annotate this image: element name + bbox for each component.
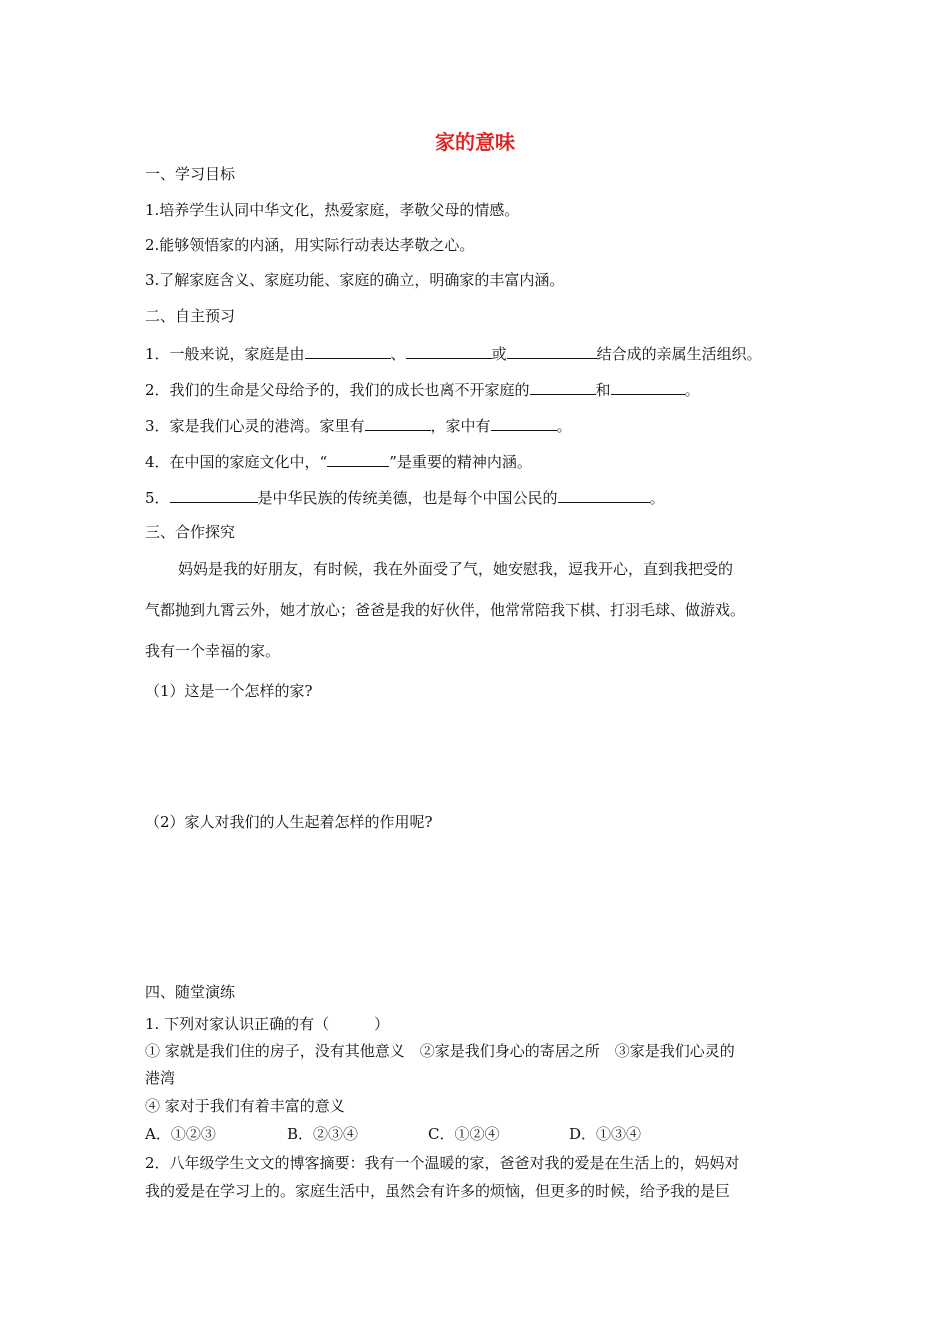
q3-text-b: ，家中有 [430, 417, 491, 435]
practice-question-2-line-1: 2．八年级学生文文的博客摘要：我有一个温暖的家，爸爸对我的爱是在生活上的，妈妈对 [145, 1154, 740, 1172]
fill-blank[interactable] [530, 379, 596, 395]
fill-blank[interactable] [305, 343, 391, 359]
q5-text-a: 5． [145, 489, 170, 507]
explore-question-2: （2）家人对我们的人生起着怎样的作用呢? [145, 813, 433, 831]
fill-blank[interactable] [491, 415, 557, 431]
section-heading-preview: 二、自主预习 [145, 307, 236, 325]
goal-item-2: 2.能够领悟家的内涵，用实际行动表达孝敬之心。 [145, 236, 475, 254]
goal-item-3: 3.了解家庭含义、家庭功能、家庭的确立，明确家的丰富内涵。 [145, 271, 565, 289]
practice-question-2-line-2: 我的爱是在学习上的。家庭生活中，虽然会有许多的烦恼，但更多的时候，给予我的是巨 [145, 1182, 731, 1200]
choice-a: A．①②③ [145, 1125, 216, 1143]
q4-text-b: ”是重要的精神内涵。 [389, 453, 532, 471]
page-title: 家的意味 [435, 130, 515, 154]
goal-item-1: 1.培养学生认同中华文化，热爱家庭，孝敬父母的情感。 [145, 201, 520, 219]
q3-text-a: 3．家是我们心灵的港湾。家里有 [145, 417, 365, 435]
section-heading-explore: 三、合作探究 [145, 523, 236, 541]
q1-text-b: 、 [390, 345, 406, 363]
explore-paragraph-line-2: 气都抛到九霄云外，她才放心；爸爸是我的好伙伴，他常常陪我下棋、打羽毛球、做游戏。 [145, 601, 746, 619]
q1-text-d: 结合成的亲属生活组织。 [596, 345, 762, 363]
q4-text-a: 4．在中国的家庭文化中，“ [145, 453, 328, 471]
q2-text-c: 。 [684, 381, 700, 399]
fill-blank[interactable] [558, 487, 650, 503]
choice-b: B．②③④ [287, 1125, 359, 1143]
practice-question-1: 1. 下列对家认识正确的有（ ） [145, 1015, 390, 1033]
section-heading-practice: 四、随堂演练 [145, 983, 236, 1001]
q3-text-c: 。 [556, 417, 572, 435]
fill-blank[interactable] [365, 415, 431, 431]
preview-question-1 [145, 343, 762, 364]
choice-c: C．①②④ [428, 1125, 500, 1143]
fill-blank[interactable] [170, 487, 258, 503]
practice-options-line-2: 港湾 [145, 1069, 176, 1087]
q2-text-b: 和 [595, 381, 611, 399]
practice-options-line-3: ④ 家对于我们有着丰富的意义 [145, 1097, 345, 1115]
preview-question-2 [145, 379, 700, 400]
q5-text-b: 是中华民族的传统美德，也是每个中国公民的 [257, 489, 558, 507]
preview-question-4 [145, 451, 532, 472]
explore-paragraph-line-3: 我有一个幸福的家。 [145, 642, 281, 660]
q5-text-c: 。 [649, 489, 665, 507]
preview-question-3 [145, 415, 572, 436]
fill-blank[interactable] [507, 343, 597, 359]
explore-paragraph-line-1: 妈妈是我的好朋友，有时候，我在外面受了气，她安慰我，逗我开心，直到我把受的 [178, 560, 734, 578]
fill-blank[interactable] [611, 379, 685, 395]
fill-blank[interactable] [406, 343, 492, 359]
q1-text-a: 1．一般来说，家庭是由 [145, 345, 305, 363]
fill-blank[interactable] [327, 451, 389, 467]
q1-text-c: 或 [491, 345, 507, 363]
section-heading-goals: 一、学习目标 [145, 165, 236, 183]
practice-options-line-1: ① 家就是我们住的房子，没有其他意义 ②家是我们身心的寄居之所 ③家是我们心灵的 [145, 1042, 735, 1060]
q2-text-a: 2．我们的生命是父母给予的，我们的成长也离不开家庭的 [145, 381, 530, 399]
preview-question-5 [145, 487, 665, 508]
choice-d: D．①③④ [569, 1125, 642, 1143]
explore-question-1: （1）这是一个怎样的家? [145, 682, 313, 700]
